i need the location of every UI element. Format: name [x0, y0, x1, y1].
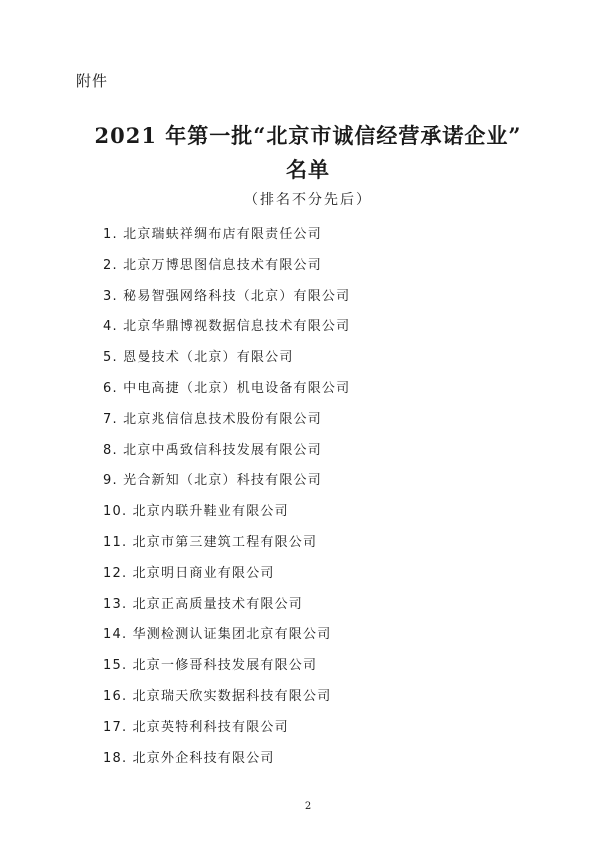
- page-number: 2: [304, 801, 312, 812]
- document-title-line1: 2021 年第一批“北京市诚信经营承诺企业”: [94, 123, 522, 148]
- company-item: 1. 北京瑞蚨祥绸布店有限责任公司: [103, 227, 322, 242]
- company-item: 6. 中电高捷（北京）机电设备有限公司: [103, 380, 351, 396]
- document-title-line2: 名单: [286, 157, 330, 182]
- company-item: 17. 北京英特利科技有限公司: [103, 719, 289, 735]
- attachment-label: 附件: [76, 72, 109, 90]
- company-item: 16. 北京瑞天欣实数据科技有限公司: [103, 688, 332, 704]
- ranking-note: （排名不分先后）: [244, 192, 372, 208]
- company-item: 18. 北京外企科技有限公司: [103, 750, 275, 766]
- company-item: 2. 北京万博思图信息技术有限公司: [103, 257, 322, 273]
- company-item: 14. 华测检测认证集团北京有限公司: [103, 627, 332, 643]
- company-item: 13. 北京正高质量技术有限公司: [103, 596, 304, 612]
- company-list: [103, 225, 350, 779]
- company-item: 8. 北京中禹致信科技发展有限公司: [103, 442, 322, 458]
- company-item: 7. 北京兆信信息技术股份有限公司: [103, 411, 322, 427]
- company-item: 15. 北京一修哥科技发展有限公司: [103, 658, 318, 674]
- company-item: 9. 光合新知（北京）科技有限公司: [103, 473, 322, 489]
- company-item: 4. 北京华鼎博视数据信息技术有限公司: [103, 319, 351, 335]
- company-item: 11. 北京市第三建筑工程有限公司: [103, 534, 318, 550]
- company-item: 10. 北京内联升鞋业有限公司: [103, 504, 289, 520]
- company-item: 3. 秘易智强网络科技（北京）有限公司: [103, 288, 351, 304]
- company-item: 5. 恩曼技术（北京）有限公司: [103, 350, 294, 366]
- company-item: 12. 北京明日商业有限公司: [103, 565, 275, 581]
